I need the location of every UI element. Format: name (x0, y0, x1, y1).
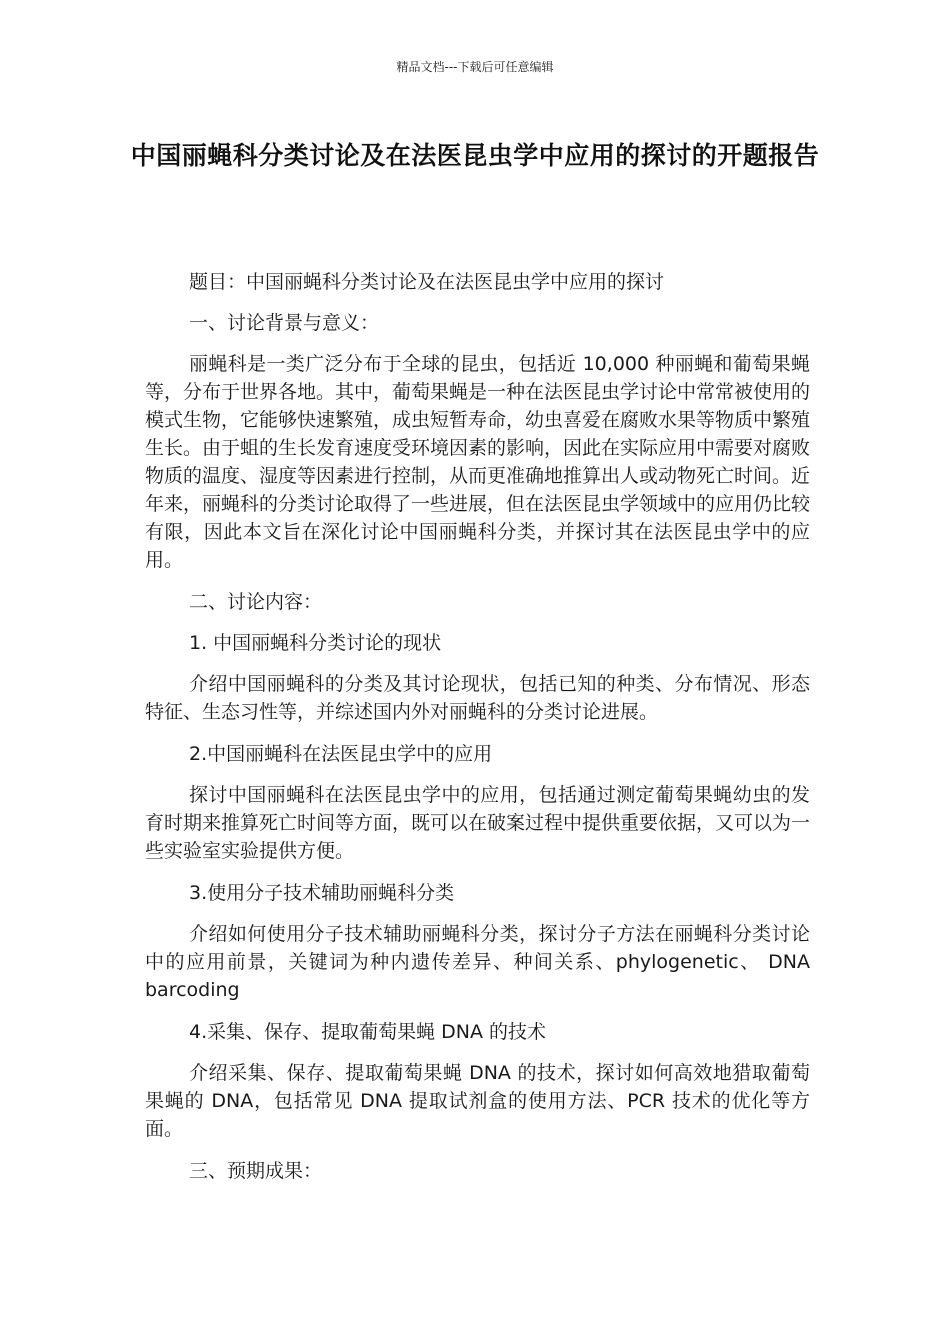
item-paragraph-2: 探讨中国丽蝇科在法医昆虫学中的应用，包括通过测定葡萄果蝇幼虫的发育时期来推算死亡时间等方面，既可以在破案过程中提供重要依据，又可以为一些实验室实验提供方便。 (145, 784, 811, 862)
section-heading-background: 一、讨论背景与意义： (189, 312, 380, 334)
item-heading-3: 3.使用分子技术辅助丽蝇科分类 (189, 882, 455, 904)
item-heading-4: 4.采集、保存、提取葡萄果蝇 DNA 的技术 (189, 1021, 547, 1043)
section-heading-outcomes: 三、预期成果： (189, 1160, 323, 1182)
header-note: 精品文档---下载后可任意编辑 (396, 60, 554, 74)
item-heading-1: 1. 中国丽蝇科分类讨论的现状 (189, 632, 442, 654)
item-paragraph-4: 介绍采集、保存、提取葡萄果蝇 DNA 的技术，探讨如何高效地猎取葡萄果蝇的 DNA，包括常见 DNA 提取试剂盒的使用方法、PCR 技术的优化等方面。 (145, 1062, 810, 1140)
document-body (145, 268, 810, 1198)
item-heading-2: 2.中国丽蝇科在法医昆虫学中的应用 (189, 743, 493, 765)
document-title: 中国丽蝇科分类讨论及在法医昆虫学中应用的探讨的开题报告 (130, 141, 820, 170)
topic-line: 题目：中国丽蝇科分类讨论及在法医昆虫学中应用的探讨 (189, 271, 665, 293)
section-heading-content: 二、讨论内容： (189, 591, 323, 613)
background-paragraph: 丽蝇科是一类广泛分布于全球的昆虫，包括近 10,000 种丽蝇和葡萄果蝇等，分布于世界各地。其中，葡萄果蝇是一种在法医昆虫学讨论中常常被使用的模式生物，它能够快速繁殖，成虫短暂寿命，幼虫喜爱在腐败水果等物质中繁殖生长。由于蛆的生长发育速度受环境因素的影响，因此在实际应用中需要对腐败物质的温度、湿度等因素进行控制，从而更准确地推算出人或动物死亡时间。近年来，丽蝇科的分类讨论取得了一些进展，但在法医昆虫学领域中的应用仍比较有限，因此本文旨在深化讨论中国丽蝇科分类，并探讨其在法医昆虫学中的应用。 (145, 353, 811, 571)
item-paragraph-3: 介绍如何使用分子技术辅助丽蝇科分类，探讨分子方法在丽蝇科分类讨论中的应用前景，关键词为种内遗传差异、种间关系、phylogenetic、 DNA barcoding (145, 923, 810, 1001)
item-paragraph-1: 介绍中国丽蝇科的分类及其讨论现状，包括已知的种类、分布情况、形态特征、生态习性等，并综述国内外对丽蝇科的分类讨论进展。 (145, 673, 810, 723)
